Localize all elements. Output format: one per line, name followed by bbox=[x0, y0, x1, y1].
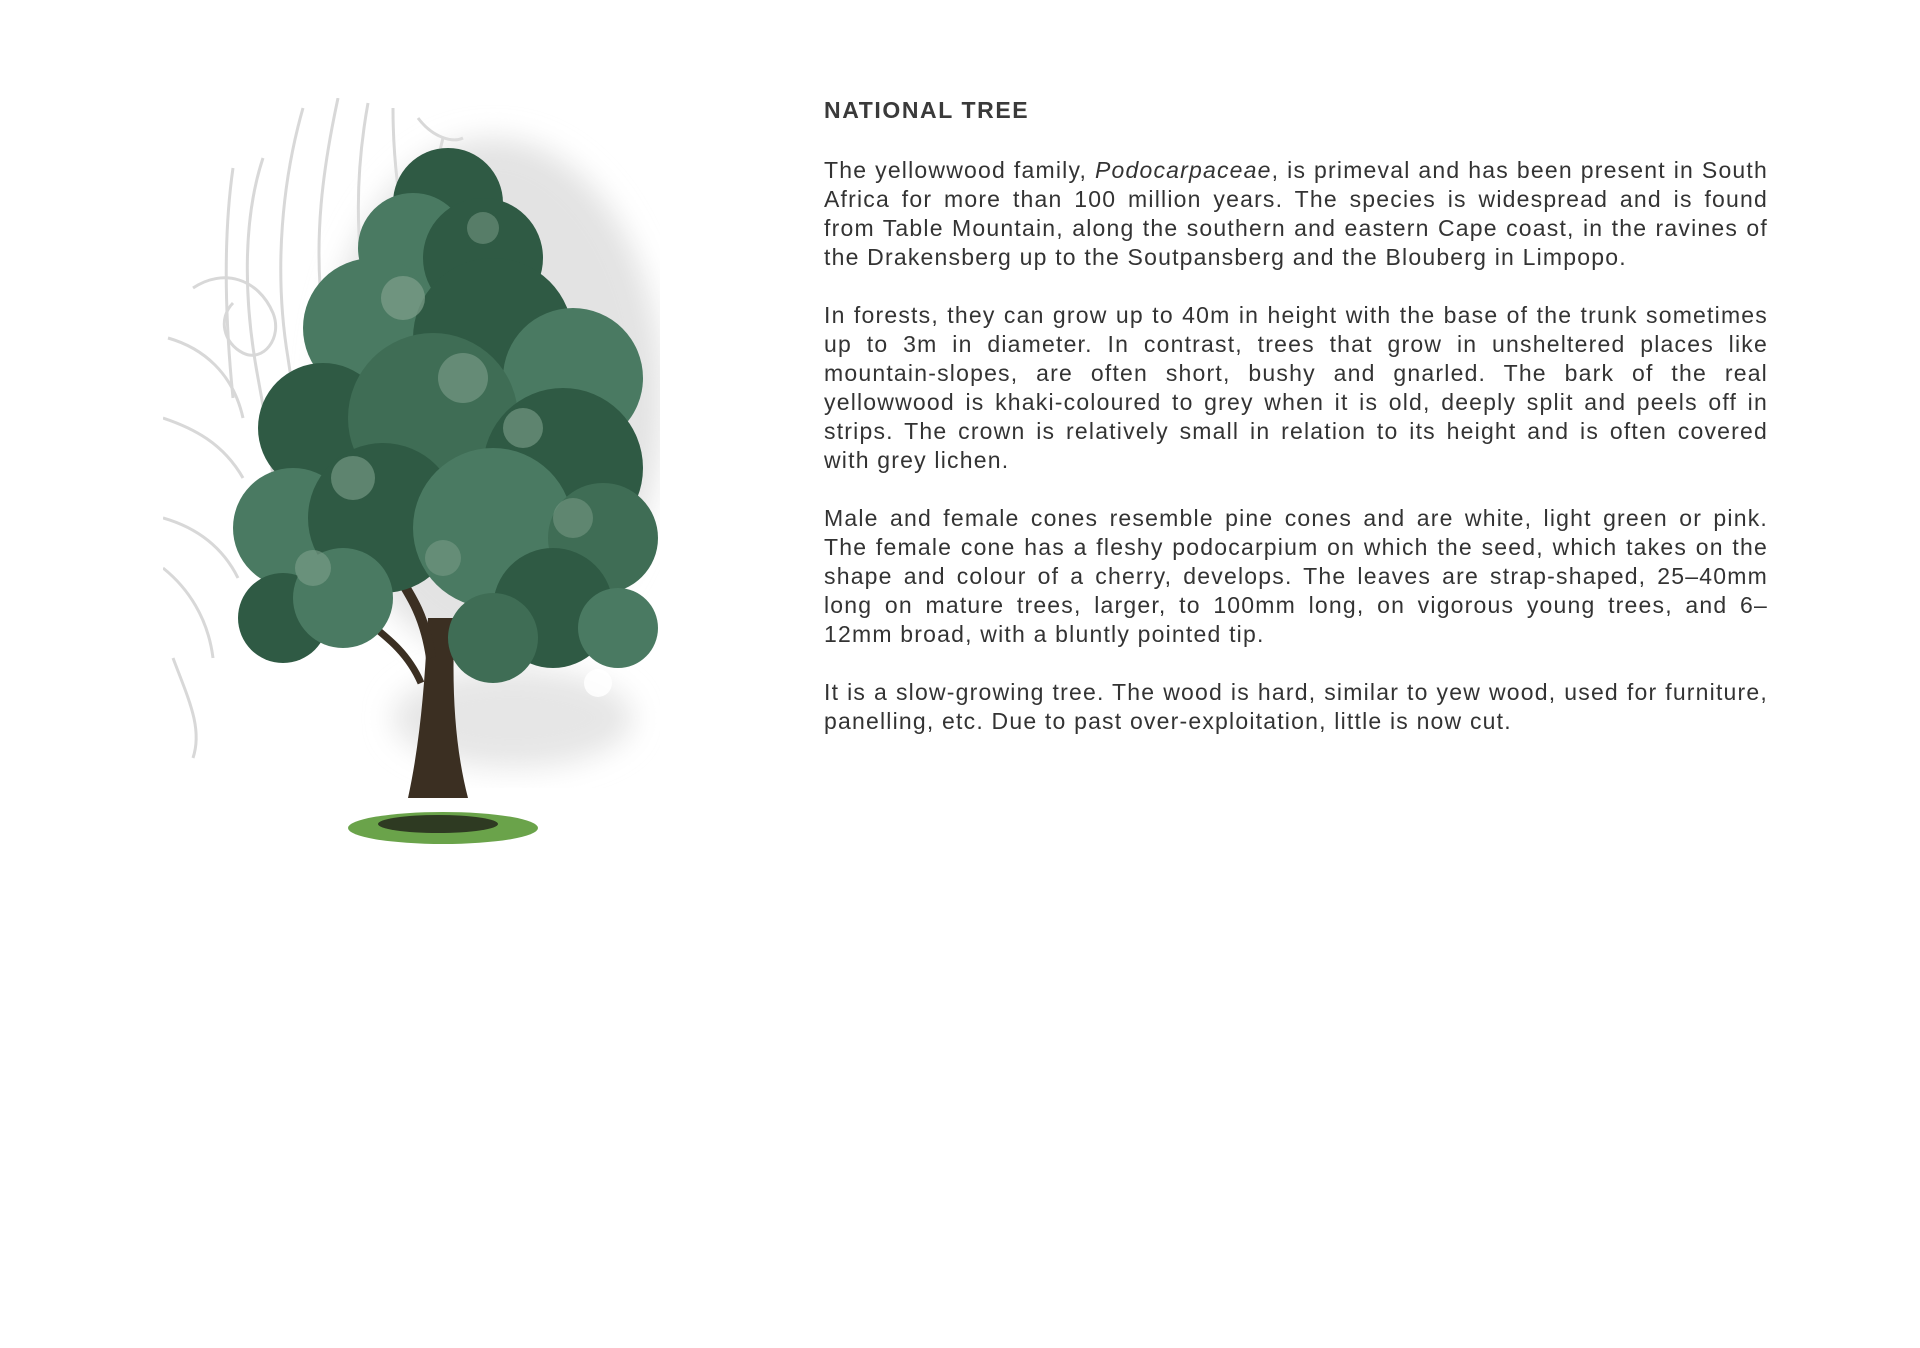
tree-image bbox=[163, 98, 663, 848]
paragraph-yellowwood-family bbox=[824, 156, 1768, 272]
paragraph-cones-and-leaves: Male and female cones resemble pine cones and are white, light green or pink. The female cone has a fleshy podocarpium on which the seed, which takes on the shape and colour of a cherry, develops. The leaves are strap-shaped, 25–40mm long on mature trees, larger, to 100mm long, on vigorous young trees, and 6–12mm broad, with a bluntly pointed tip. bbox=[824, 505, 1768, 647]
paragraph-growth-and-bark: In forests, they can grow up to 40m in height with the base of the trunk sometimes up to 3m in diameter. In contrast, trees that grow in unsheltered places like mountain-slopes, are often short, bushy and gnarled. The bark of the real yellowwood is khaki-coloured to grey when it is old, deeply split and peels off in strips. The crown is relatively small in relation to its height and is often covered with grey lichen. bbox=[824, 302, 1768, 473]
paragraph-1-body: , is primeval and has been present in South Africa for more than 100 million years. The species is widespread and is found from Table Mountain, along the southern and eastern Cape coast, in the ravines of the Drakensberg up to the Soutpansberg and the Blouberg in Limpopo. bbox=[824, 157, 1769, 270]
paragraph-wood-use: It is a slow-growing tree. The wood is hard, similar to yew wood, used for furniture, panelling, etc. Due to past over-exploitation, little is now cut. bbox=[824, 679, 1768, 734]
scientific-name: Podocarpaceae bbox=[1094, 157, 1272, 183]
paragraph-1-intro: The yellowwood family, bbox=[824, 157, 1095, 183]
yellowwood-tree-illustration bbox=[163, 98, 663, 848]
national-tree-article bbox=[824, 94, 1768, 765]
article-heading: NATIONAL TREE bbox=[824, 97, 1030, 123]
